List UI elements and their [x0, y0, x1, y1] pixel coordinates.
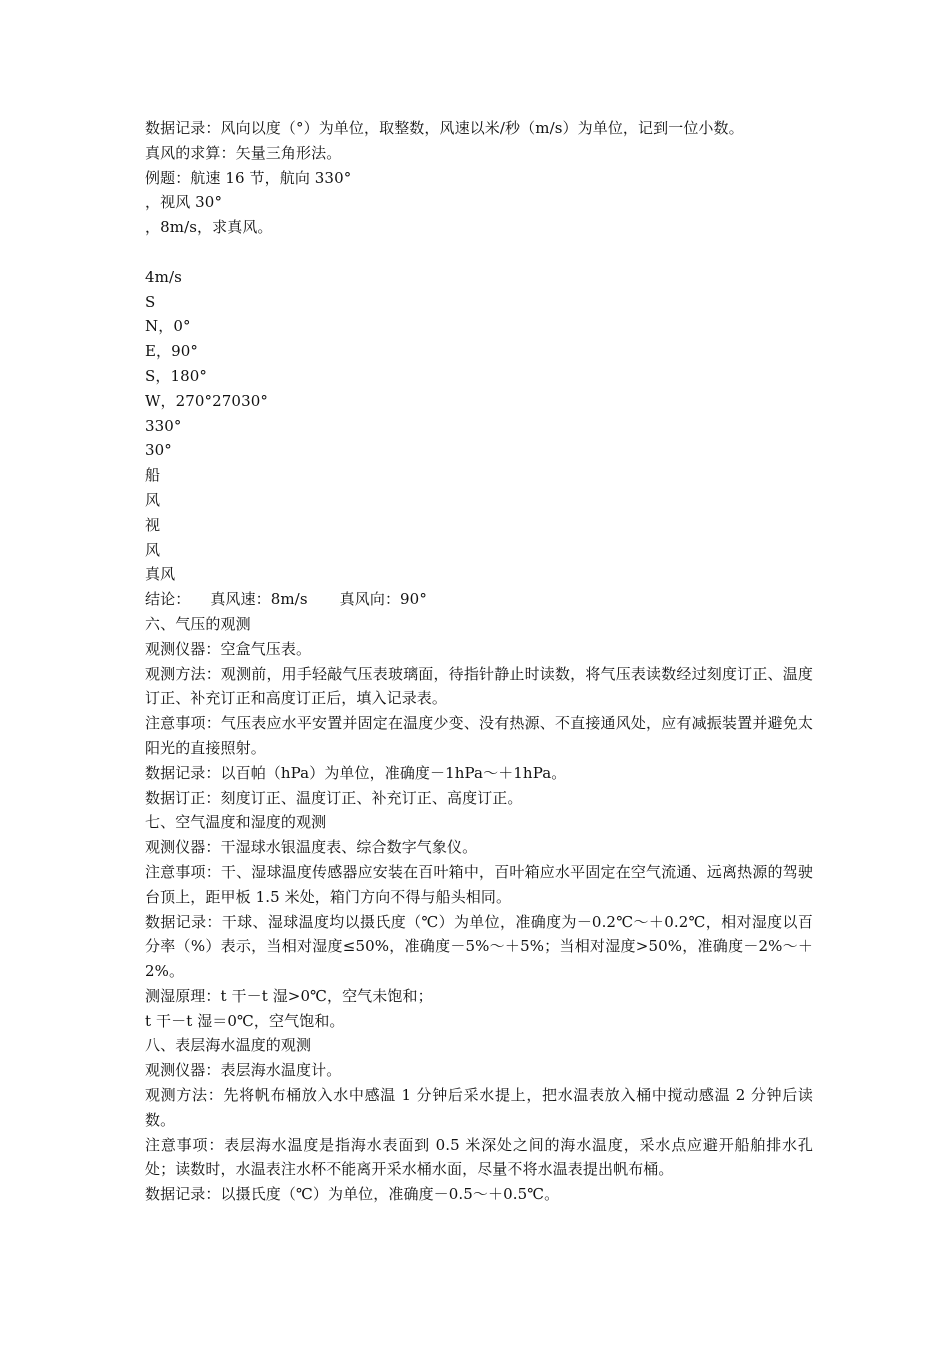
diagram-label: E，90°: [145, 342, 199, 361]
diagram-label: S，180°: [145, 366, 208, 385]
paragraph: 注意事项：干、湿球温度传感器应安装在百叶箱中，百叶箱应水平固定在空气流通、远离热源的驾驶台顶上，距甲板 1.5 米处，箱门方向不得与船头相同。: [145, 862, 813, 906]
paragraph: 观测仪器：干湿球水银温度表、综合数字气象仪。: [145, 838, 478, 857]
text-line: 数据记录：风向以度（°）为单位，取整数，风速以米/秒（m/s）为单位，记到一位小数。: [145, 119, 744, 137]
section-heading: 六、气压的观测: [145, 614, 251, 633]
text-line: ，8m/s，求真风。: [145, 218, 273, 237]
text-line: 例题：航速 16 节，航向 330°: [145, 168, 352, 187]
section-heading: 八、表层海水温度的观测: [145, 1036, 312, 1055]
section-heading: 七、空气温度和湿度的观测: [145, 813, 327, 832]
diagram-label: 风: [145, 540, 161, 559]
paragraph: 观测方法：观测前，用手轻敲气压表玻璃面，待指针静止时读数，将气压表读数经过刻度订正、温度订正、补充订正和高度订正后，填入记录表。: [145, 664, 813, 708]
diagram-label: 30°: [145, 441, 172, 460]
paragraph: 数据记录：以摄氏度（℃）为单位，准确度－0.5～＋0.5℃。: [145, 1185, 560, 1204]
conclusion-line: [145, 587, 813, 612]
paragraph: 数据记录：以百帕（hPa）为单位，准确度－1hPa～＋1hPa。: [145, 763, 567, 782]
paragraph: 数据记录：干球、湿球温度均以摄氏度（℃）为单位，准确度为－0.2℃～＋0.2℃，相对湿度以百分率（%）表示，当相对湿度≤50%，准确度－5%～＋5%；当相对湿度>50%，准确度－2%～＋2%。: [145, 912, 813, 981]
diagram-label: 风: [145, 490, 161, 509]
diagram-label: 视: [145, 515, 161, 534]
true-wind-speed: 真风速：8m/s: [210, 590, 308, 609]
blank-line: [145, 240, 813, 265]
diagram-label: 330°: [145, 416, 182, 435]
text-line: ，视风 30°: [145, 193, 223, 212]
diagram-label: W，270°27030°: [145, 391, 268, 410]
diagram-label: 船: [145, 466, 161, 485]
paragraph: 数据订正：刻度订正、温度订正、补充订正、高度订正。: [145, 788, 523, 807]
paragraph: 注意事项：气压表应水平安置并固定在温度少变、没有热源、不直接通风处，应有减振装置并避免太阳光的直接照射。: [145, 714, 813, 757]
paragraph: 测湿原理：t 干－t 湿>0℃，空气未饱和；: [145, 986, 433, 1005]
text-line: 真风的求算：矢量三角形法。: [145, 143, 342, 162]
paragraph: t 干－t 湿＝0℃，空气饱和。: [145, 1011, 345, 1030]
paragraph: 观测方法：先将帆布桶放入水中感温 1 分钟后采水提上，把水温表放入桶中搅动感温 2 分钟后读数。: [145, 1086, 813, 1129]
true-wind-direction: 真风向：90°: [339, 590, 427, 609]
diagram-label: 4m/s: [145, 267, 182, 286]
diagram-label: S: [145, 292, 156, 311]
paragraph: 观测仪器：空盒气压表。: [145, 639, 312, 658]
conclusion-label: 结论：: [145, 590, 191, 609]
paragraph: 观测仪器：表层海水温度计。: [145, 1061, 342, 1080]
diagram-label: 真风: [145, 565, 176, 584]
diagram-label: N，0°: [145, 317, 191, 336]
document-body: [145, 116, 813, 1207]
paragraph: 注意事项：表层海水温度是指海水表面到 0.5 米深处之间的海水温度，采水点应避开船舶排水孔处；读数时，水温表注水杯不能离开采水桶水面，尽量不将水温表提出帆布桶。: [145, 1135, 813, 1179]
